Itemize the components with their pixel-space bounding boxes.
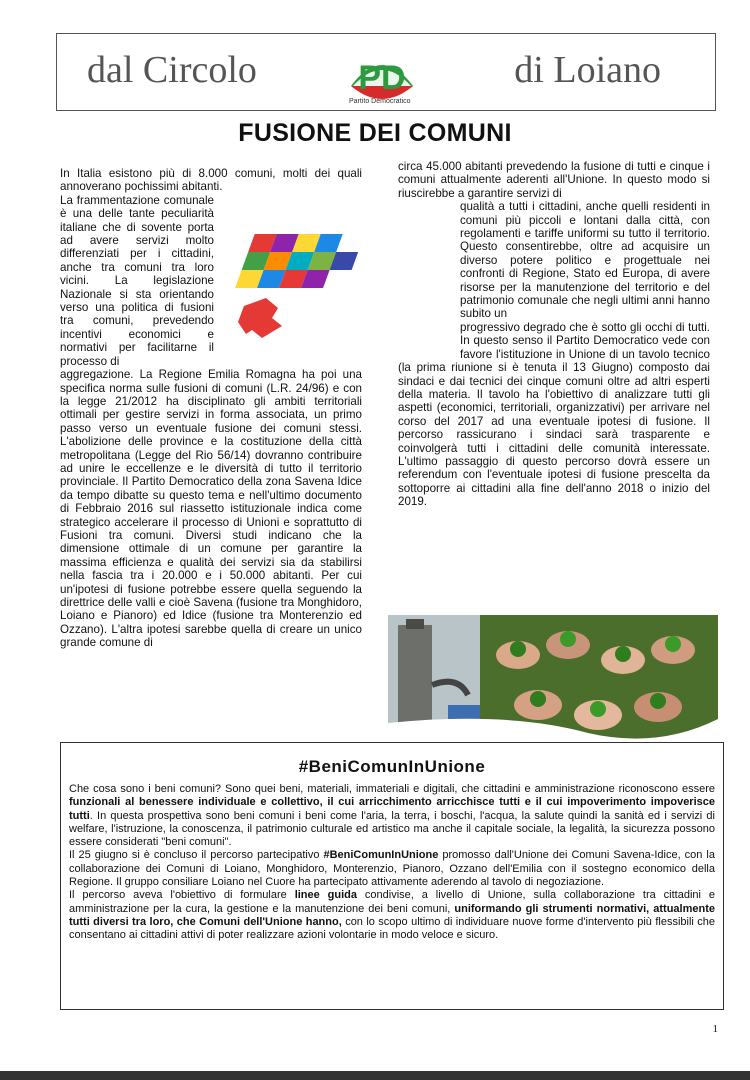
box-p1-emphasis: funzionali al benessere individuale e collettivo, il cui arricchimento arricchisce tutti e il cui impoverimento impoverisce tutti [69, 796, 715, 822]
box-p2-text-a: Il 25 giugno si è concluso il percorso partecipativo [69, 849, 324, 862]
beni-comuni-box [60, 742, 724, 1010]
box-p3-emphasis-2: uniformando gli strumenti normativi, attualmente tutti diversi tra loro, che Comuni dell'Unione hanno, [69, 902, 715, 928]
left-paragraph-1: In Italia esistono più di 8.000 comuni, molti dei quali annoverano pochissimi abitanti. [60, 167, 362, 194]
box-p2-text-c: promosso dall'Unione dei Comuni Savena-Idice, con la collaborazione dei Comuni di Loiano, Monghidoro, Monterenzio, Pianoro, Ozzano dell'Emilia con il sostegno economico della Regione. Il gruppo consiliare Loiano nel Cuore ha partecipato attivamente aderendo al tavolo di negoziazione. [69, 849, 715, 889]
bottom-bar [0, 1071, 750, 1080]
pd-logo-caption: Partito Democratico [349, 98, 411, 105]
box-p3-text-a: Il percorso aveva l'obiettivo di formulare [69, 889, 295, 902]
box-p1-text-c: . In questa prospettiva sono beni comuni i beni come l'aria, la terra, i boschi, l'acqua, la salute quindi la sanità ed i servizi di welfare, l'istruzione, la conoscenza, il patrimonio culturale ed artistico ma anche il capitale sociale, la legalità, la sicurezza possono essere considerati "beni comuni". [69, 809, 715, 849]
box-p3-text-e: con lo scopo ultimo di individuare nuove forme d'intervento più flessibili che consentano ai cittadini attivi di poter realizzare azioni volontarie in modo veloce e sicuro. [69, 915, 715, 942]
right-paragraph-1: circa 45.000 abitanti prevedendo la fusione di tutti e cinque i comuni attualmente aderenti all'Unione. In questo modo si riuscirebbe a garantire servizi di [398, 160, 710, 200]
header-right-text: di Loiano [514, 49, 661, 91]
header-banner [56, 33, 716, 111]
left-paragraph-2-rest: aggregazione. La Regione Emilia Romagna ha poi una specifica norma sulle fusioni di comuni (L.R. 24/96) e con la legge 21/2012 ha disciplinato gli ambiti territoriali ottimali per gestire servizi in forma associata, un primo passo verso un eventuale fusione dei comuni stessi. L'abolizione delle province e la costituzione della città metropolitana (Legge del Rio 56/14) dovranno contribuire ad unire le eccellenze e le diversità di tutto il territorio provinciale. Il Partito Democratico della zona Savena Idice da tempo dibatte su questo tema e nell'ultimo documento di Febbraio 2016 sul riassetto istituzionale indica come strategico accelerare il processo di Unioni e soprattutto di Fusioni tra comuni. Diversi studi indicano che la dimensione ottimale di un comune per garantire la massima efficienza e qualità dei servizi sia da stabilirsi nella fascia tra i 20.000 e i 50.000 abitanti. Per cui un'ipotesi di fusione potrebbe essere quella seguendo la direttrice delle valli e cioè Savena (fusione tra Monghidoro, Loiano e Pianoro) ed Idice (fusione tra Monterenzio ed Ozzano). L'altra ipotesi sarebbe quella di creare un unico grande comune di [60, 368, 362, 650]
right-column [398, 160, 710, 509]
left-paragraph-2-wrap: La frammentazione comunale è una delle tante peculiarità italiane che di sovente porta ad avere servizi molto differenziati per i cittadini, anche tra comuni tra loro vicini. La legislazione Nazionale si sta orientando verso una politica di fusioni tra comuni, prevedendo incentivi economici e normativi per facilitarne il processo di [60, 193, 214, 368]
page-number: 1 [712, 1023, 718, 1035]
box-title: #BeniComunInUnione [298, 757, 486, 776]
box-paragraph-1 [69, 783, 715, 849]
photo-collage [388, 615, 718, 740]
box-p1-text-a: Che cosa sono i beni comuni? Sono quei beni, materiali, immateriali e digitali, che cittadini e amministrazione riconoscono essere [69, 783, 715, 795]
right-paragraph-2-rest: progressivo degrado che è sotto gli occhi di tutti. In questo senso il Partito Democratico vede con favore l'istituzione in Unione di un tavolo tecnico (la prima riunione si è tenuta il 13 Giugno) composto dai sindaci e dai tecnici dei cinque comuni oltre ad altri esperti della materia. Il tavolo ha l'obiettivo di analizzare tutti gli aspetti (economici, territoriali, organizzativi) per arrivare nel corso del 2017 ad una eventuale ipotesi di fusione. Il percorso rassicurano i sindaci sarà trasparente e coinvolgerà tutti i cittadini delle comunità interessate. L'ultimo passaggio di questo percorso dovrà essere un referendum con l'eventuale ipotesi di fusione prescelta da sottoporre ai cittadini alla fine dell'anno 2018 o inizio del 2019. [398, 320, 710, 509]
box-p3-emphasis-1: linee guida [294, 889, 358, 902]
box-paragraph-2 [69, 849, 715, 889]
box-body [69, 783, 715, 943]
header-left-text: dal Circolo [87, 49, 257, 91]
left-column [60, 167, 362, 650]
box-paragraph-3 [69, 889, 715, 942]
puzzle-image [222, 214, 362, 349]
right-paragraph-2-wrap: qualità a tutti i cittadini, anche quelli residenti in comuni più piccoli e lontani dalla città, con regolamenti e tariffe uniformi su tutto il territorio. Questo consentirebbe, oltre ad acquisire un diverso potere politico e progettuale nei confronti di Regione, Stato ed Europa, di avere risorse per la manutenzione del territorio e del patrimonio comunale che negli ultimi anni hanno subito un [460, 200, 710, 321]
page-title: FUSIONE DEI COMUNI [238, 119, 512, 147]
right-column-indent [398, 200, 460, 354]
pd-logo-letters: PD [358, 59, 406, 97]
box-p3-text-c: condivise, a livello di Unione, sulla collaborazione tra cittadini e amministrazione per la cura, la gestione e la manutenzione dei beni comuni, [69, 889, 715, 915]
box-p2-hashtag: #BeniComunInUnione [323, 849, 439, 862]
